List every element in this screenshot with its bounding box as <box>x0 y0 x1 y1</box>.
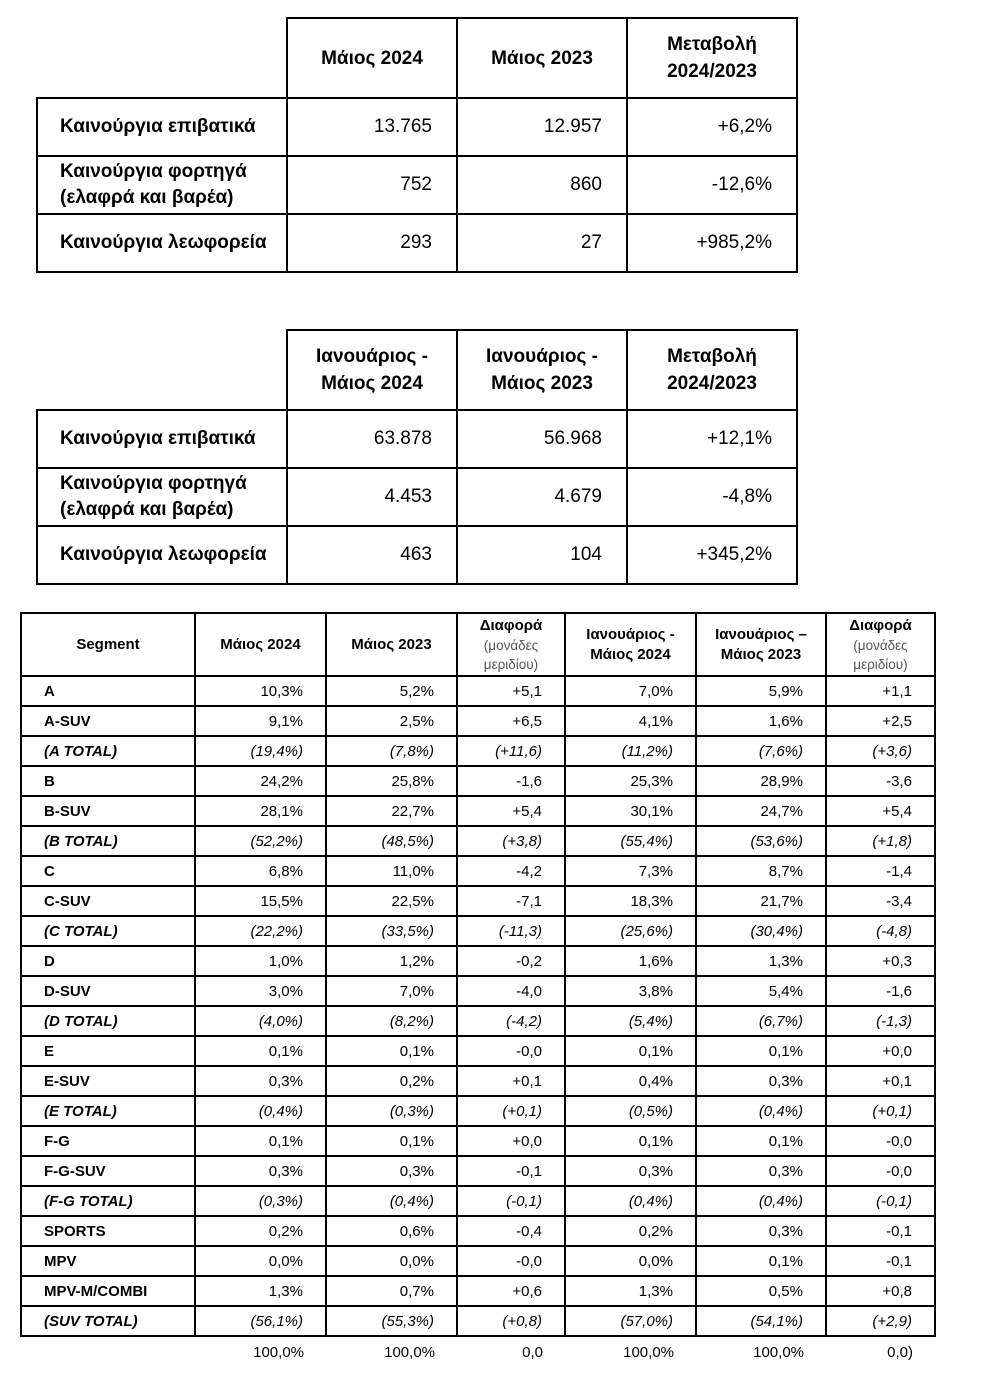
table-row <box>21 1246 935 1276</box>
may-2024-share: (52,2%) <box>195 826 326 856</box>
month-diff: +5,4 <box>457 796 565 826</box>
row-label: Καινούργια φορτηγά (ελαφρά και βαρέα) <box>37 468 287 526</box>
ytd-diff: (-4,8) <box>826 916 935 946</box>
segment-name: A-SUV <box>21 706 195 736</box>
header-cell: Μεταβολή 2024/2023 <box>627 330 797 410</box>
ytd-diff: +0,1 <box>826 1066 935 1096</box>
month-diff: -0,2 <box>457 946 565 976</box>
ytd-2024-share: 0,3% <box>565 1156 696 1186</box>
may-2023-share: 0,1% <box>326 1126 457 1156</box>
ytd-diff: (-0,1) <box>826 1186 935 1216</box>
may-2024-share: 6,8% <box>195 856 326 886</box>
ytd-2024-share: 7,0% <box>565 676 696 706</box>
may-2023-share: 1,2% <box>326 946 457 976</box>
segment-name: (C TOTAL) <box>21 916 195 946</box>
ytd-2024-share: (57,0%) <box>565 1306 696 1336</box>
header-diff-ytd <box>826 613 935 676</box>
ytd-2023-share: 24,7% <box>696 796 826 826</box>
change-value: -12,6% <box>627 156 797 214</box>
header-cell: Μάιος 2024 <box>287 18 457 98</box>
ytd-diff: +5,4 <box>826 796 935 826</box>
ytd-2024-share: 0,1% <box>565 1036 696 1066</box>
change-value: +985,2% <box>627 214 797 272</box>
ytd-diff: -0,1 <box>826 1216 935 1246</box>
may-summary-table <box>36 17 798 273</box>
row-label: Καινούργια επιβατικά <box>37 98 287 156</box>
ytd-diff: (+0,1) <box>826 1096 935 1126</box>
footer-cell: 0,0 <box>522 1343 543 1361</box>
table-row <box>21 766 935 796</box>
ytd-2024-share: (0,4%) <box>565 1186 696 1216</box>
row-label: Καινούργια λεωφορεία <box>37 526 287 584</box>
totals-footer-row <box>21 1336 935 1367</box>
header-cell: Μάιος 2023 <box>457 18 627 98</box>
ytd-2023-share: 5,4% <box>696 976 826 1006</box>
row-label: Καινούργια επιβατικά <box>37 410 287 468</box>
header-segment: Segment <box>21 613 195 676</box>
may-2024-share: 9,1% <box>195 706 326 736</box>
segment-name: C <box>21 856 195 886</box>
segment-name: F-G <box>21 1126 195 1156</box>
ytd-diff: +0,3 <box>826 946 935 976</box>
header-cell: Ιανουάριος - Μάιος 2023 <box>457 330 627 410</box>
month-diff: (-11,3) <box>457 916 565 946</box>
ytd-diff: +2,5 <box>826 706 935 736</box>
header-cell: Ιανουάριος - Μάιος 2024 <box>287 330 457 410</box>
ytd-2023-share: 1,3% <box>696 946 826 976</box>
footer-cell: 0,0) <box>887 1343 913 1361</box>
ytd-2024-share: 18,3% <box>565 886 696 916</box>
month-diff: -0,0 <box>457 1036 565 1066</box>
segment-table-body <box>21 676 935 1336</box>
may-2024-share: (19,4%) <box>195 736 326 766</box>
may-2024-share: 15,5% <box>195 886 326 916</box>
may-2023-share: 0,3% <box>326 1156 457 1186</box>
ytd-2023-share: 0,5% <box>696 1276 826 1306</box>
ytd-2024-share: 3,8% <box>565 976 696 1006</box>
ytd-2024-share: (0,5%) <box>565 1096 696 1126</box>
ytd-diff: -1,6 <box>826 976 935 1006</box>
may-2023-share: (33,5%) <box>326 916 457 946</box>
month-diff: (+3,8) <box>457 826 565 856</box>
month-diff: -4,2 <box>457 856 565 886</box>
table-row <box>21 856 935 886</box>
ytd-diff: -0,0 <box>826 1126 935 1156</box>
segment-name: D-SUV <box>21 976 195 1006</box>
value-2023: 104 <box>457 526 627 584</box>
table-row <box>21 1096 935 1126</box>
value-2023: 56.968 <box>457 410 627 468</box>
ytd-diff: (+1,8) <box>826 826 935 856</box>
may-2023-share: (0,3%) <box>326 1096 457 1126</box>
value-2023: 12.957 <box>457 98 627 156</box>
change-value: +6,2% <box>627 98 797 156</box>
may-2024-share: 0,3% <box>195 1066 326 1096</box>
value-2023: 4.679 <box>457 468 627 526</box>
month-diff: (-4,2) <box>457 1006 565 1036</box>
table-row <box>21 946 935 976</box>
table-row <box>21 1156 935 1186</box>
ytd-2023-share: (7,6%) <box>696 736 826 766</box>
ytd-diff: +0,8 <box>826 1276 935 1306</box>
row-label: Καινούργια λεωφορεία <box>37 214 287 272</box>
may-2023-share: 0,0% <box>326 1246 457 1276</box>
row-label: Καινούργια φορτηγά (ελαφρά και βαρέα) <box>37 156 287 214</box>
value-2023: 27 <box>457 214 627 272</box>
table-row <box>21 1186 935 1216</box>
header-row <box>37 330 797 410</box>
ytd-diff: (-1,3) <box>826 1006 935 1036</box>
may-2024-share: 0,3% <box>195 1156 326 1186</box>
may-2024-share: 10,3% <box>195 676 326 706</box>
may-2024-share: (4,0%) <box>195 1006 326 1036</box>
month-diff: (-0,1) <box>457 1186 565 1216</box>
may-2023-share: 22,7% <box>326 796 457 826</box>
header-cell: Μεταβολή 2024/2023 <box>627 18 797 98</box>
footer-cell: 100,0% <box>753 1343 804 1361</box>
segment-name: D <box>21 946 195 976</box>
header-may-2023: Μάιος 2023 <box>326 613 457 676</box>
segment-name: C-SUV <box>21 886 195 916</box>
table-row <box>37 214 797 272</box>
ytd-2023-share: 5,9% <box>696 676 826 706</box>
footer-cell <box>21 1336 195 1367</box>
value-2024: 752 <box>287 156 457 214</box>
ytd-2023-share: 0,1% <box>696 1036 826 1066</box>
table-row <box>21 976 935 1006</box>
segment-name: (A TOTAL) <box>21 736 195 766</box>
ytd-2024-share: 0,1% <box>565 1126 696 1156</box>
change-value: +12,1% <box>627 410 797 468</box>
value-2024: 4.453 <box>287 468 457 526</box>
table-row <box>21 1306 935 1336</box>
month-diff: -1,6 <box>457 766 565 796</box>
month-diff: +0,0 <box>457 1126 565 1156</box>
segment-name: (B TOTAL) <box>21 826 195 856</box>
ytd-2023-share: (30,4%) <box>696 916 826 946</box>
table-row <box>21 706 935 736</box>
ytd-2023-share: 21,7% <box>696 886 826 916</box>
may-2024-share: (0,3%) <box>195 1186 326 1216</box>
month-diff: (+11,6) <box>457 736 565 766</box>
month-diff: +0,6 <box>457 1276 565 1306</box>
month-diff: -7,1 <box>457 886 565 916</box>
segment-header-row <box>21 613 935 676</box>
may-2024-share: 0,1% <box>195 1126 326 1156</box>
segment-name: B-SUV <box>21 796 195 826</box>
table-row <box>21 676 935 706</box>
ytd-diff: -3,4 <box>826 886 935 916</box>
header-diff-month <box>457 613 565 676</box>
month-diff: -0,4 <box>457 1216 565 1246</box>
header-ytd-2023: Ιανουάριος – Μάιος 2023 <box>696 613 826 676</box>
header-diff-sublabel: (μονάδες μεριδίου) <box>483 637 539 672</box>
header-ytd-2024: Ιανουάριος - Μάιος 2024 <box>565 613 696 676</box>
ytd-2024-share: (11,2%) <box>565 736 696 766</box>
may-2023-share: 11,0% <box>326 856 457 886</box>
header-may-2024: Μάιος 2024 <box>195 613 326 676</box>
segment-name: MPV-M/COMBI <box>21 1276 195 1306</box>
ytd-2024-share: (5,4%) <box>565 1006 696 1036</box>
header-row <box>37 18 797 98</box>
may-2023-share: 25,8% <box>326 766 457 796</box>
may-2024-share: 1,3% <box>195 1276 326 1306</box>
value-2023: 860 <box>457 156 627 214</box>
table-row <box>21 826 935 856</box>
may-2023-share: 22,5% <box>326 886 457 916</box>
table-row <box>21 1036 935 1066</box>
ytd-diff: +1,1 <box>826 676 935 706</box>
table-row <box>37 526 797 584</box>
ytd-2023-share: (53,6%) <box>696 826 826 856</box>
ytd-2024-share: 4,1% <box>565 706 696 736</box>
segment-name: MPV <box>21 1246 195 1276</box>
table-row <box>21 1006 935 1036</box>
ytd-2023-share: (0,4%) <box>696 1096 826 1126</box>
header-diff-label: Διαφορά <box>479 616 543 634</box>
value-2024: 463 <box>287 526 457 584</box>
may-2024-share: 3,0% <box>195 976 326 1006</box>
value-2024: 63.878 <box>287 410 457 468</box>
ytd-2023-share: 0,3% <box>696 1066 826 1096</box>
header-diff-label: Διαφορά <box>849 616 912 634</box>
month-diff: +5,1 <box>457 676 565 706</box>
month-diff: +0,1 <box>457 1066 565 1096</box>
ytd-2023-share: 0,1% <box>696 1126 826 1156</box>
change-value: -4,8% <box>627 468 797 526</box>
ytd-2023-share: 28,9% <box>696 766 826 796</box>
ytd-diff: +0,0 <box>826 1036 935 1066</box>
may-2024-share: 0,1% <box>195 1036 326 1066</box>
footer-cell: 100,0% <box>253 1343 304 1361</box>
month-diff: +6,5 <box>457 706 565 736</box>
segment-name: (D TOTAL) <box>21 1006 195 1036</box>
may-2024-share: (0,4%) <box>195 1096 326 1126</box>
ytd-diff: -1,4 <box>826 856 935 886</box>
ytd-2024-share: 0,0% <box>565 1246 696 1276</box>
footer-cell: 100,0% <box>623 1343 674 1361</box>
may-2023-share: 2,5% <box>326 706 457 736</box>
ytd-2024-share: 1,6% <box>565 946 696 976</box>
table-row <box>21 1276 935 1306</box>
value-2024: 293 <box>287 214 457 272</box>
ytd-2023-share: 0,3% <box>696 1156 826 1186</box>
may-2023-share: 0,7% <box>326 1276 457 1306</box>
may-2023-share: 0,2% <box>326 1066 457 1096</box>
ytd-2023-share: (54,1%) <box>696 1306 826 1336</box>
may-2024-share: 24,2% <box>195 766 326 796</box>
month-diff: -4,0 <box>457 976 565 1006</box>
may-2023-share: 0,1% <box>326 1036 457 1066</box>
ytd-2023-share: (6,7%) <box>696 1006 826 1036</box>
may-2023-share: (7,8%) <box>326 736 457 766</box>
month-diff: (+0,8) <box>457 1306 565 1336</box>
may-2023-share: (8,2%) <box>326 1006 457 1036</box>
table-row <box>21 1066 935 1096</box>
ytd-2023-share: 0,3% <box>696 1216 826 1246</box>
table-row <box>37 410 797 468</box>
segment-name: F-G-SUV <box>21 1156 195 1186</box>
segment-name: E <box>21 1036 195 1066</box>
segment-name: (F-G TOTAL) <box>21 1186 195 1216</box>
may-2024-share: (56,1%) <box>195 1306 326 1336</box>
ytd-2023-share: 1,6% <box>696 706 826 736</box>
table-row <box>21 1216 935 1246</box>
ytd-2024-share: 30,1% <box>565 796 696 826</box>
may-2024-share: 0,0% <box>195 1246 326 1276</box>
may-2024-share: (22,2%) <box>195 916 326 946</box>
ytd-diff: -3,6 <box>826 766 935 796</box>
table-row <box>21 916 935 946</box>
ytd-2024-share: 7,3% <box>565 856 696 886</box>
ytd-2024-share: 25,3% <box>565 766 696 796</box>
ytd-diff: (+2,9) <box>826 1306 935 1336</box>
may-2024-share: 0,2% <box>195 1216 326 1246</box>
ytd-2024-share: (25,6%) <box>565 916 696 946</box>
segment-share-table <box>20 612 936 1367</box>
blank-cell <box>37 330 287 410</box>
ytd-2024-share: 0,4% <box>565 1066 696 1096</box>
may-2024-share: 28,1% <box>195 796 326 826</box>
month-diff: -0,0 <box>457 1246 565 1276</box>
month-diff: (+0,1) <box>457 1096 565 1126</box>
ytd-2024-share: 1,3% <box>565 1276 696 1306</box>
ytd-2023-share: 8,7% <box>696 856 826 886</box>
ytd-2023-share: (0,4%) <box>696 1186 826 1216</box>
may-2024-share: 1,0% <box>195 946 326 976</box>
segment-name: SPORTS <box>21 1216 195 1246</box>
table-row <box>21 736 935 766</box>
table-row <box>37 468 797 526</box>
jan-may-summary-table <box>36 329 798 585</box>
may-2023-share: 7,0% <box>326 976 457 1006</box>
ytd-2024-share: 0,2% <box>565 1216 696 1246</box>
ytd-diff: -0,1 <box>826 1246 935 1276</box>
table-row <box>37 156 797 214</box>
may-2023-share: (55,3%) <box>326 1306 457 1336</box>
ytd-2023-share: 0,1% <box>696 1246 826 1276</box>
ytd-diff: (+3,6) <box>826 736 935 766</box>
table-row <box>21 796 935 826</box>
month-diff: -0,1 <box>457 1156 565 1186</box>
blank-cell <box>37 18 287 98</box>
table-row <box>21 1126 935 1156</box>
segment-name: A <box>21 676 195 706</box>
ytd-2024-share: (55,4%) <box>565 826 696 856</box>
ytd-diff: -0,0 <box>826 1156 935 1186</box>
may-2023-share: (0,4%) <box>326 1186 457 1216</box>
may-2023-share: 0,6% <box>326 1216 457 1246</box>
may-2023-share: 5,2% <box>326 676 457 706</box>
segment-name: E-SUV <box>21 1066 195 1096</box>
footer-cell: 100,0% <box>384 1343 435 1361</box>
change-value: +345,2% <box>627 526 797 584</box>
table-row <box>37 98 797 156</box>
value-2024: 13.765 <box>287 98 457 156</box>
segment-name: (SUV TOTAL) <box>21 1306 195 1336</box>
segment-name: B <box>21 766 195 796</box>
segment-name: (E TOTAL) <box>21 1096 195 1126</box>
may-2023-share: (48,5%) <box>326 826 457 856</box>
header-diff-sublabel: (μονάδες μεριδίου) <box>853 637 908 672</box>
table-row <box>21 886 935 916</box>
